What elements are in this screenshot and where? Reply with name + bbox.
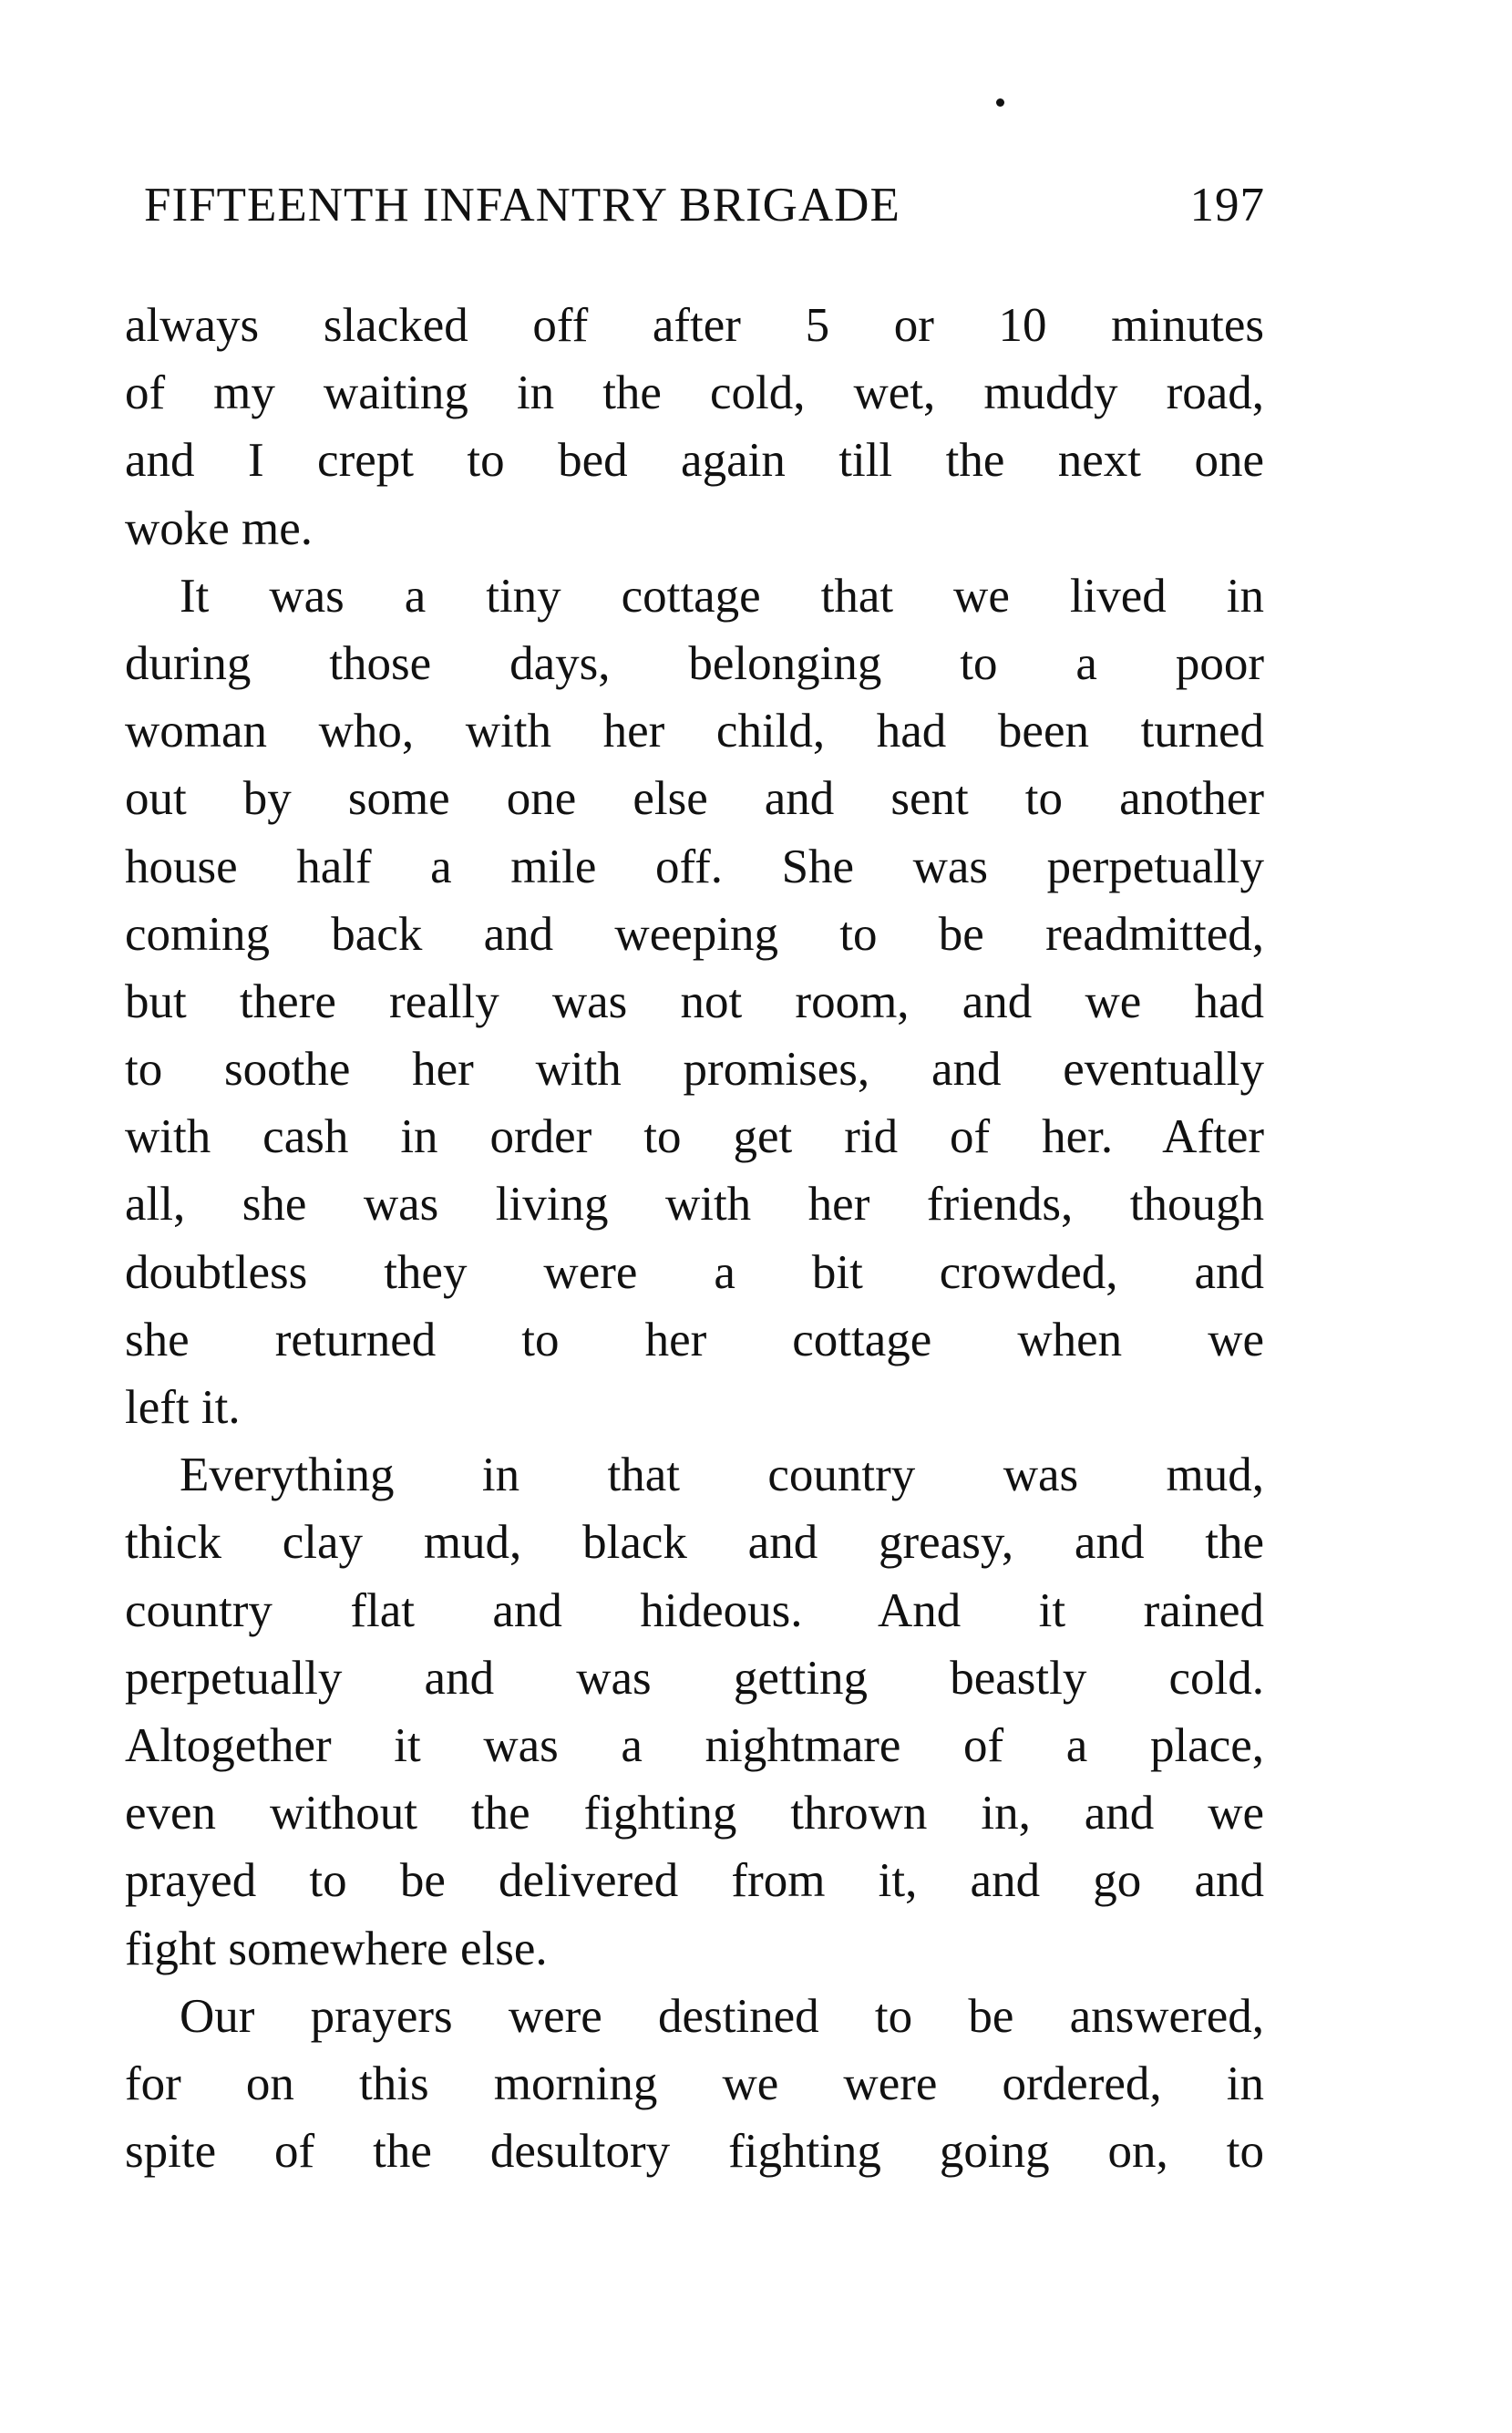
text-line: Our prayers were destined to be answered, bbox=[180, 1989, 1264, 2043]
page-header bbox=[144, 178, 1265, 232]
text-line: out by some one else and sent to another bbox=[125, 772, 1264, 826]
running-title: FIFTEENTH INFANTRY BRIGADE bbox=[144, 179, 900, 232]
page-number: 197 bbox=[1189, 179, 1265, 232]
text-line: It was a tiny cottage that we lived in bbox=[180, 569, 1264, 623]
text-line: prayed to be delivered from it, and go and bbox=[125, 1854, 1264, 1908]
text-line: fight somewhere else. bbox=[125, 1922, 548, 1975]
text-line: thick clay mud, black and greasy, and the bbox=[125, 1516, 1264, 1570]
text-line: Altogether it was a nightmare of a place, bbox=[125, 1718, 1264, 1772]
text-line: spite of the desultory fighting going on, to bbox=[125, 2125, 1264, 2179]
text-line: perpetually and was getting beastly cold. bbox=[125, 1651, 1264, 1705]
text-line: doubtless they were a bit crowded, and bbox=[125, 1245, 1264, 1299]
text-line: for on this morning we were ordered, in bbox=[125, 2057, 1264, 2110]
text-line: with cash in order to get rid of her. After bbox=[125, 1110, 1264, 1164]
text-line: woman who, with her child, had been turned bbox=[125, 705, 1264, 758]
text-line: coming back and weeping to be readmitted, bbox=[125, 907, 1264, 961]
text-line: Everything in that country was mud, bbox=[180, 1448, 1264, 1502]
text-line: all, she was living with her friends, though bbox=[125, 1178, 1264, 1232]
print-speck bbox=[996, 98, 1004, 107]
body-text bbox=[125, 292, 1264, 2185]
text-line: she returned to her cottage when we bbox=[125, 1313, 1264, 1366]
text-line: always slacked off after 5 or 10 minutes bbox=[125, 299, 1264, 352]
text-line: but there really was not room, and we had bbox=[125, 974, 1264, 1028]
text-line: woke me. bbox=[125, 501, 314, 555]
text-line: and I crept to bed again till the next one bbox=[125, 434, 1264, 488]
text-line: during those days, belonging to a poor bbox=[125, 636, 1264, 690]
text-line: left it. bbox=[125, 1381, 241, 1434]
text-line: country flat and hideous. And it rained bbox=[125, 1583, 1264, 1637]
text-line: of my waiting in the cold, wet, muddy road, bbox=[125, 366, 1264, 420]
text-line: to soothe her with promises, and eventually bbox=[125, 1043, 1264, 1097]
text-line: house half a mile off. She was perpetually bbox=[125, 840, 1264, 893]
text-line: even without the fighting thrown in, and we bbox=[125, 1787, 1264, 1840]
